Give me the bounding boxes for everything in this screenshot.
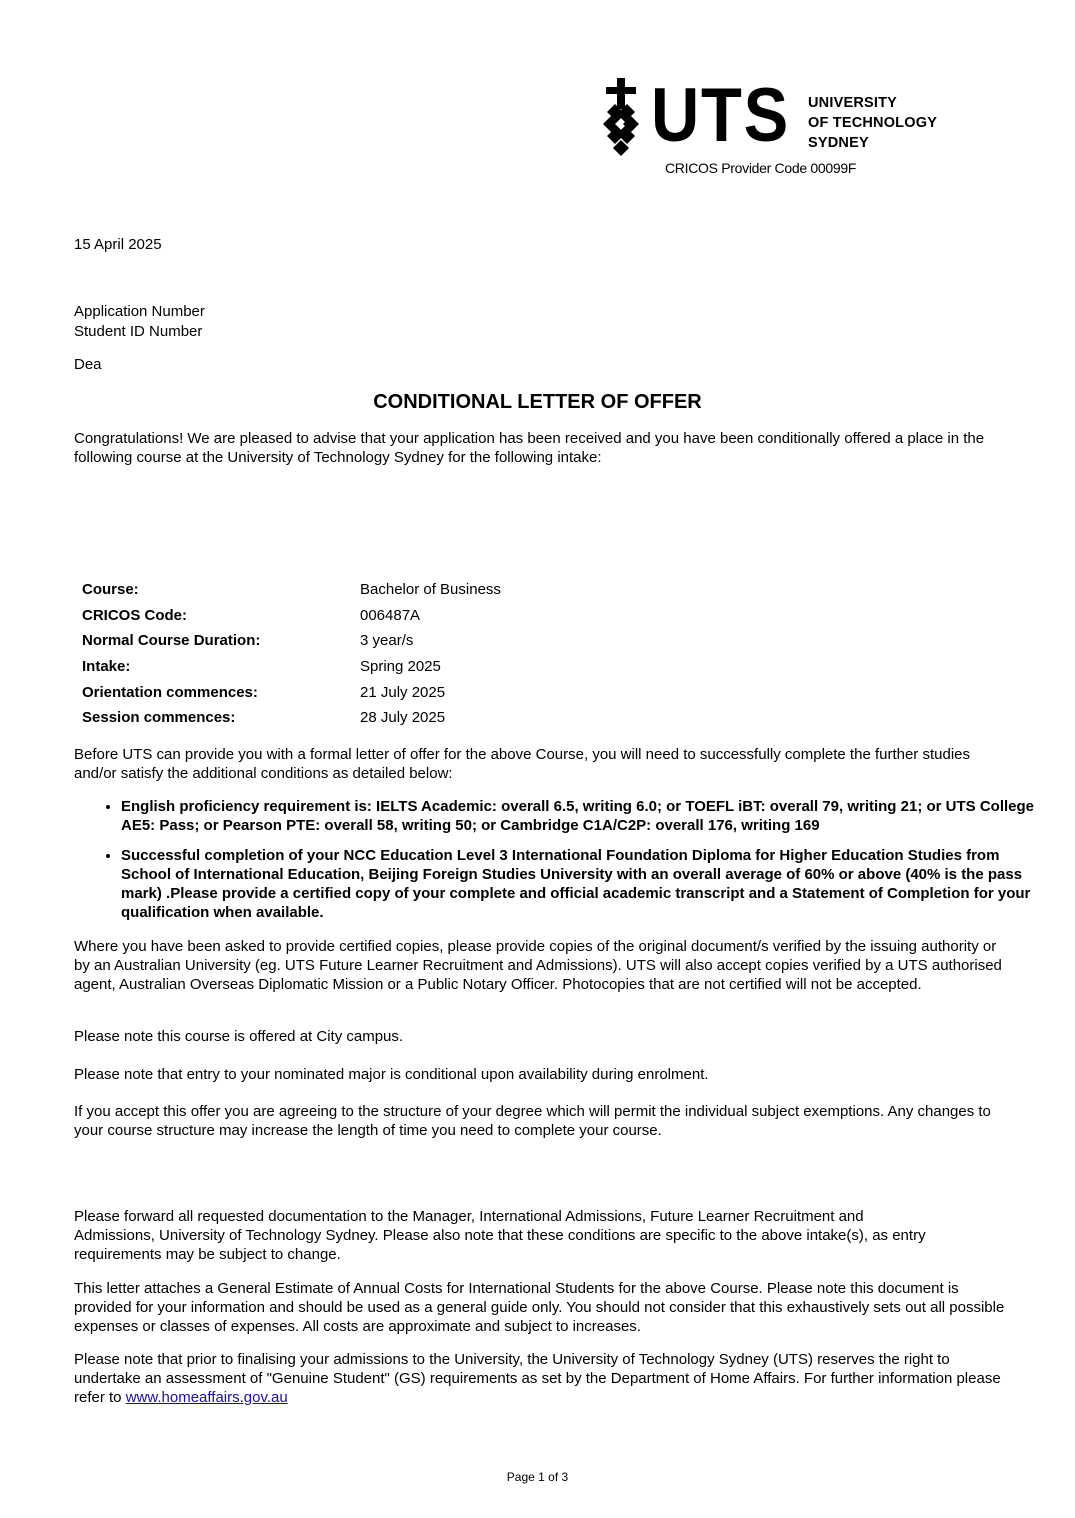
table-row — [78, 577, 660, 603]
detail-value: Spring 2025 — [360, 658, 441, 676]
university-name — [808, 93, 937, 153]
detail-label: Intake: — [82, 658, 131, 676]
campus-paragraph: Please note this course is offered at City campus. — [74, 1028, 404, 1045]
estimate-paragraph: This letter attaches a General Estimate of Annual Costs for International Students for the above Course. Please note this document is provided for your information and should be used as a general guide only. You should not consider that this exhaustively sets out all possible expenses or classes of expenses. All costs are approximate and subject to increases. — [74, 1280, 1005, 1335]
university-name-line: OF TECHNOLOGY — [808, 115, 938, 131]
logo-wordmark: UTS — [651, 73, 791, 158]
detail-value: 21 July 2025 — [360, 683, 446, 701]
table-row — [78, 654, 660, 680]
detail-label: Normal Course Duration: — [82, 632, 261, 650]
genuine-student-paragraph — [74, 1350, 1014, 1407]
uts-logo — [603, 73, 963, 182]
homeaffairs-link[interactable]: www.homeaffairs.gov.au — [125, 1389, 288, 1406]
letter-date: 15 April 2025 — [74, 236, 162, 253]
page-number: Page 1 of 3 — [506, 1470, 569, 1484]
salutation: Dea — [74, 356, 102, 373]
conditions-intro: Before UTS can provide you with a formal letter of offer for the above Course, you will need to successfully complete the further studies and/or satisfy the additional conditions as detailed below: — [74, 746, 971, 782]
detail-value: 006487A — [360, 606, 421, 624]
detail-value: 28 July 2025 — [360, 709, 446, 727]
application-number-label: Application Number — [74, 303, 205, 320]
table-row — [78, 705, 660, 731]
conditions-list — [74, 797, 1051, 933]
certified-copies-paragraph: Where you have been asked to provide certified copies, please provide copies of the original document/s verified by the issuing authority or by an Australian University (eg. UTS Future Learner Recruitment and Admissions). UTS will also accept copies verified by a UTS authorised agent, Australian Overseas Diplomatic Mission or a Public Notary Officer. Photocopies that are not certified will not be accepted. — [74, 938, 1002, 993]
detail-label: Course: — [82, 581, 139, 599]
forward-line: Admissions, University of Technology Sydney. Please also note that these conditions are specific to the above intake(s), as entry requirements may be subject to change. — [74, 1227, 926, 1263]
forward-line: Please forward all requested documentation to the Manager, International Admissions, Future Learner Recruitment and — [74, 1208, 864, 1225]
cricos-provider-code: CRICOS Provider Code 00099F — [665, 160, 857, 176]
table-row — [78, 679, 660, 705]
list-item: • English proficiency requirement is: IELTS Academic: overall 6.5, writing 6.0; or TOEFL iBT: overall 79, writing 21; or UTS College AE5: Pass; or Pearson PTE: overall 58, writing 50; or Cambridge C1A/C2P: overall 176, writing 169 — [121, 797, 1051, 835]
detail-label: CRICOS Code: — [82, 606, 187, 624]
uts-crest-icon — [603, 78, 639, 158]
university-name-line: UNIVERSITY — [808, 95, 898, 111]
accept-paragraph: If you accept this offer you are agreeing to the structure of your degree which will permit the individual subject exemptions. Any changes to your course structure may increase the length of time you need to complete your course. — [74, 1103, 991, 1139]
student-id-label: Student ID Number — [74, 323, 203, 340]
detail-value: 3 year/s — [360, 632, 414, 650]
detail-value: Bachelor of Business — [360, 581, 501, 599]
gs-text: Please note that prior to finalising your admissions to the University, the University of Technology Sydney (UTS) reserves the right to undertake an assessment of "Genuine Student" (GS) requirements as set by the Department of Home Affairs. For further information please refer to — [74, 1351, 1001, 1406]
university-name-line: SYDNEY — [808, 135, 869, 151]
detail-label: Session commences: — [82, 709, 236, 727]
list-item: • Successful completion of your NCC Education Level 3 International Foundation Diploma for Higher Education Studies from School of International Education, Beijing Foreign Studies University with an overall average of 60% or above (40% is the pass mark) .Please provide a certified copy of your complete and official academic transcript and a Statement of Completion for your qualification when available. — [121, 846, 1051, 922]
course-details-table — [78, 577, 660, 731]
letter-title: CONDITIONAL LETTER OF OFFER — [373, 391, 702, 413]
table-row — [78, 603, 660, 629]
major-paragraph: Please note that entry to your nominated major is conditional upon availability during enrolment. — [74, 1066, 709, 1083]
table-row — [78, 628, 660, 654]
detail-label: Orientation commences: — [82, 683, 258, 701]
forward-paragraph — [74, 1207, 1014, 1264]
intro-paragraph: Congratulations! We are pleased to advise that your application has been received and you have been conditionally offered a place in the following course at the University of Technology Sydney for the following intake: — [74, 430, 985, 466]
